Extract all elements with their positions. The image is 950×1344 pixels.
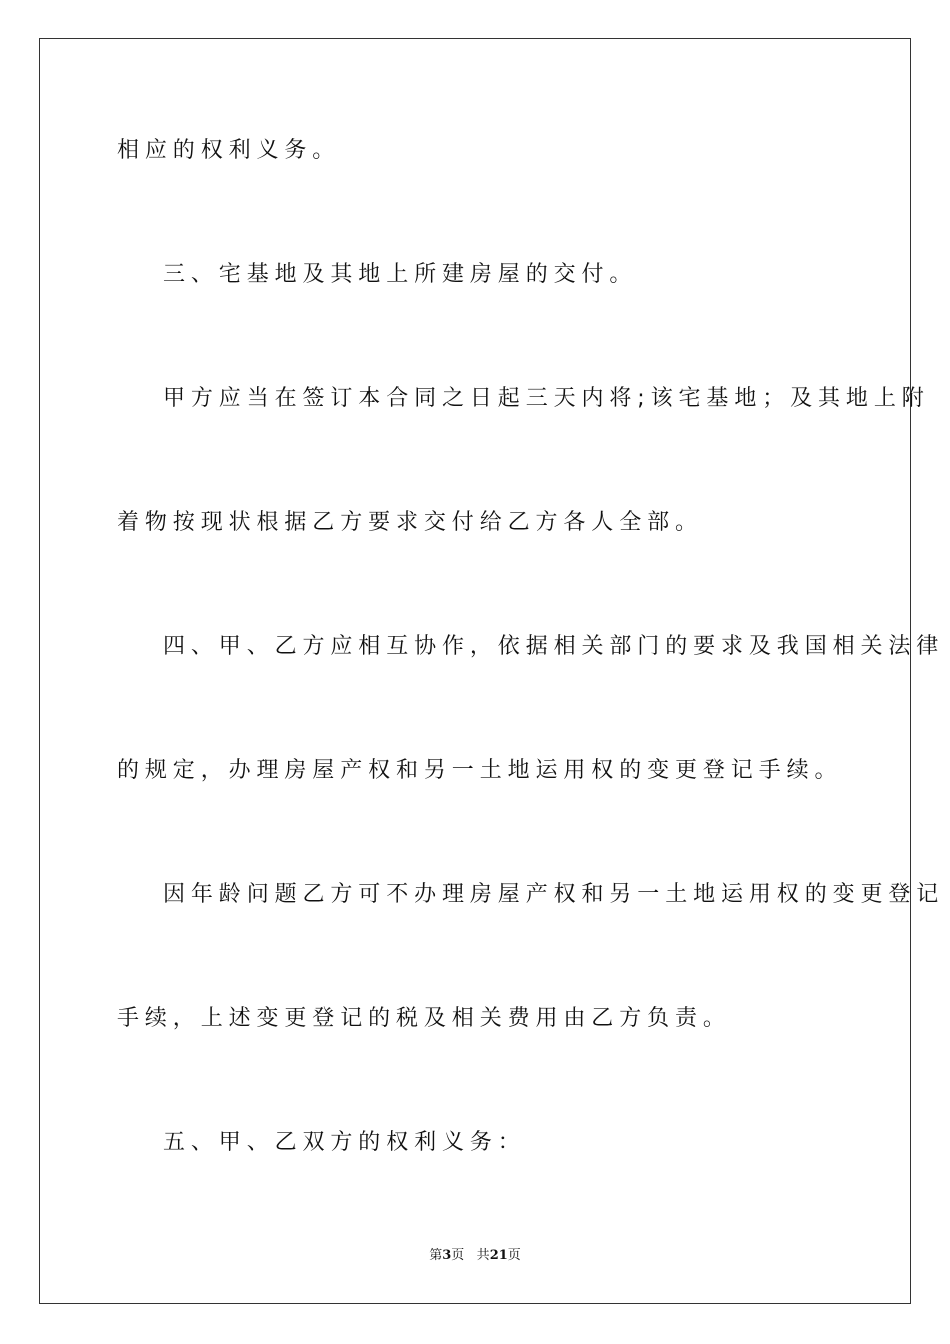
total-pages: 21 — [489, 1248, 508, 1263]
paragraph-line: 相应的权利义务。 — [117, 138, 341, 163]
page-suffix: 页 — [451, 1248, 465, 1263]
page-frame — [39, 38, 911, 1304]
page-number: 3 — [442, 1248, 452, 1263]
total-prefix: 共 — [476, 1248, 490, 1263]
page-footer — [0, 1247, 950, 1265]
paragraph-line: 因年龄问题乙方可不办理房屋产权和另一土地运用权的变更登记 — [163, 882, 945, 907]
paragraph-line: 着物按现状根据乙方要求交付给乙方各人全部。 — [117, 510, 703, 535]
paragraph-line: 手续，上述变更登记的税及相关费用由乙方负责。 — [117, 1006, 731, 1031]
paragraph-line: 的规定，办理房屋产权和另一土地运用权的变更登记手续。 — [117, 758, 843, 783]
paragraph-line: 甲方应当在签订本合同之日起三天内将;该宅基地；及其地上附 — [163, 386, 930, 411]
page-prefix: 第 — [429, 1248, 443, 1263]
section-heading: 四、甲、乙方应相互协作，依据相关部门的要求及我国相关法律 — [163, 634, 945, 659]
section-heading: 五、甲、乙双方的权利义务： — [163, 1130, 526, 1155]
total-suffix: 页 — [507, 1248, 521, 1263]
section-heading: 三、宅基地及其地上所建房屋的交付。 — [163, 262, 638, 287]
